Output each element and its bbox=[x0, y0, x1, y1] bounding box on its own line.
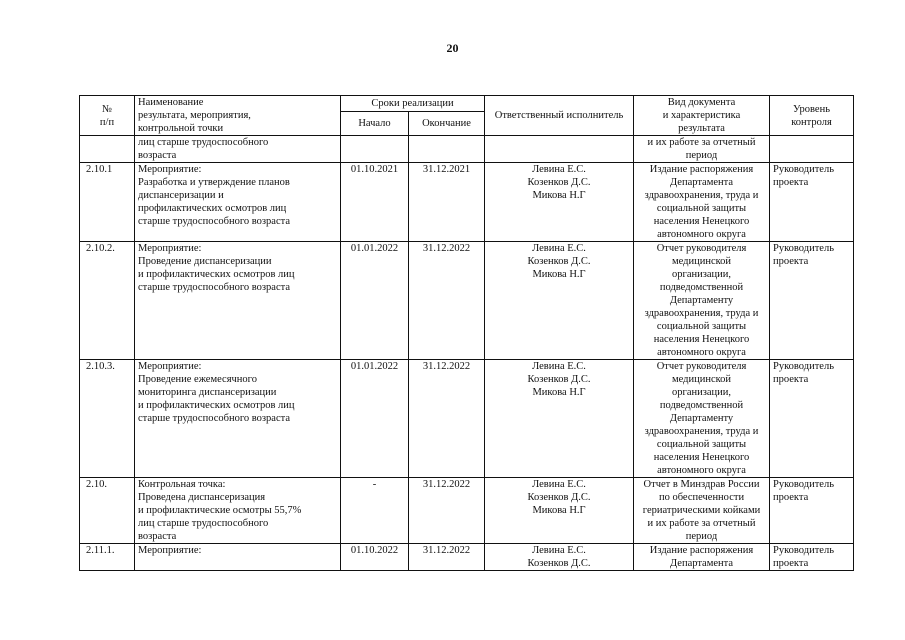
row-level bbox=[770, 136, 854, 163]
row-executor bbox=[485, 136, 634, 163]
row-num: 2.10.2. bbox=[80, 242, 135, 360]
row-start: 01.10.2021 bbox=[341, 163, 409, 242]
table-row bbox=[80, 478, 854, 544]
header-end: Окончание bbox=[409, 112, 485, 136]
row-name: Мероприятие: Проведение ежемесячного мониторинга диспансеризации и профилактических осмотров лиц старше трудоспособного возраста bbox=[135, 360, 341, 478]
row-name: Мероприятие: Разработка и утверждение планов диспансеризации и профилактических осмотров лиц старше трудоспособного возраста bbox=[135, 163, 341, 242]
row-doc: Отчет в Минздрав России по обеспеченности гериатрическими койками и их работе за отчетный период bbox=[634, 478, 770, 544]
row-executor: Левина Е.С. Козенков Д.С. Микова Н.Г bbox=[485, 360, 634, 478]
row-start: 01.10.2022 bbox=[341, 544, 409, 571]
row-executor: Левина Е.С. Козенков Д.С. Микова Н.Г bbox=[485, 478, 634, 544]
row-end bbox=[409, 136, 485, 163]
row-start bbox=[341, 136, 409, 163]
row-doc: Издание распоряжения Департамента здравоохранения, труда и социальной защиты населения Ненецкого автономного округа bbox=[634, 163, 770, 242]
header-start: Начало bbox=[341, 112, 409, 136]
header-level: Уровень контроля bbox=[770, 96, 854, 136]
table-row bbox=[80, 242, 854, 360]
header-doc: Вид документа и характеристика результата bbox=[634, 96, 770, 136]
table-row bbox=[80, 136, 854, 163]
header-name: Наименование результата, мероприятия, контрольной точки bbox=[135, 96, 341, 136]
row-start: 01.01.2022 bbox=[341, 360, 409, 478]
row-num: 2.10.1 bbox=[80, 163, 135, 242]
row-level: Руководитель проекта bbox=[770, 544, 854, 571]
row-doc: и их работе за отчетный период bbox=[634, 136, 770, 163]
header-row-1 bbox=[80, 96, 854, 112]
row-end: 31.12.2021 bbox=[409, 163, 485, 242]
row-level: Руководитель проекта bbox=[770, 163, 854, 242]
row-level: Руководитель проекта bbox=[770, 360, 854, 478]
row-end: 31.12.2022 bbox=[409, 360, 485, 478]
row-end: 31.12.2022 bbox=[409, 544, 485, 571]
row-start: - bbox=[341, 478, 409, 544]
row-start: 01.01.2022 bbox=[341, 242, 409, 360]
row-executor: Левина Е.С. Козенков Д.С. Микова Н.Г bbox=[485, 242, 634, 360]
row-num: 2.11.1. bbox=[80, 544, 135, 571]
row-end: 31.12.2022 bbox=[409, 242, 485, 360]
row-num bbox=[80, 136, 135, 163]
header-num: № п/п bbox=[80, 96, 135, 136]
row-executor: Левина Е.С. Козенков Д.С. bbox=[485, 544, 634, 571]
row-level: Руководитель проекта bbox=[770, 242, 854, 360]
row-doc: Отчет руководителя медицинской организации, подведомственной Департаменту здравоохранения, труда и социальной защиты населения Ненецкого автономного округа bbox=[634, 242, 770, 360]
row-doc: Издание распоряжения Департамента bbox=[634, 544, 770, 571]
row-level: Руководитель проекта bbox=[770, 478, 854, 544]
table-row bbox=[80, 544, 854, 571]
row-name: Мероприятие: bbox=[135, 544, 341, 571]
table-row bbox=[80, 163, 854, 242]
row-num: 2.10.3. bbox=[80, 360, 135, 478]
row-name: Мероприятие: Проведение диспансеризации и профилактических осмотров лиц старше трудоспособного возраста bbox=[135, 242, 341, 360]
table-row bbox=[80, 360, 854, 478]
plan-table bbox=[79, 95, 854, 571]
row-executor: Левина Е.С. Козенков Д.С. Микова Н.Г bbox=[485, 163, 634, 242]
page-number: 20 bbox=[446, 41, 459, 55]
header-executor: Ответственный исполнитель bbox=[485, 96, 634, 136]
row-doc: Отчет руководителя медицинской организации, подведомственной Департаменту здравоохранения, труда и социальной защиты населения Ненецкого автономного округа bbox=[634, 360, 770, 478]
row-end: 31.12.2022 bbox=[409, 478, 485, 544]
row-name: лиц старше трудоспособного возраста bbox=[135, 136, 341, 163]
header-terms: Сроки реализации bbox=[341, 96, 485, 112]
row-num: 2.10. bbox=[80, 478, 135, 544]
row-name: Контрольная точка: Проведена диспансеризация и профилактические осмотры 55,7% лиц старше трудоспособного возраста bbox=[135, 478, 341, 544]
